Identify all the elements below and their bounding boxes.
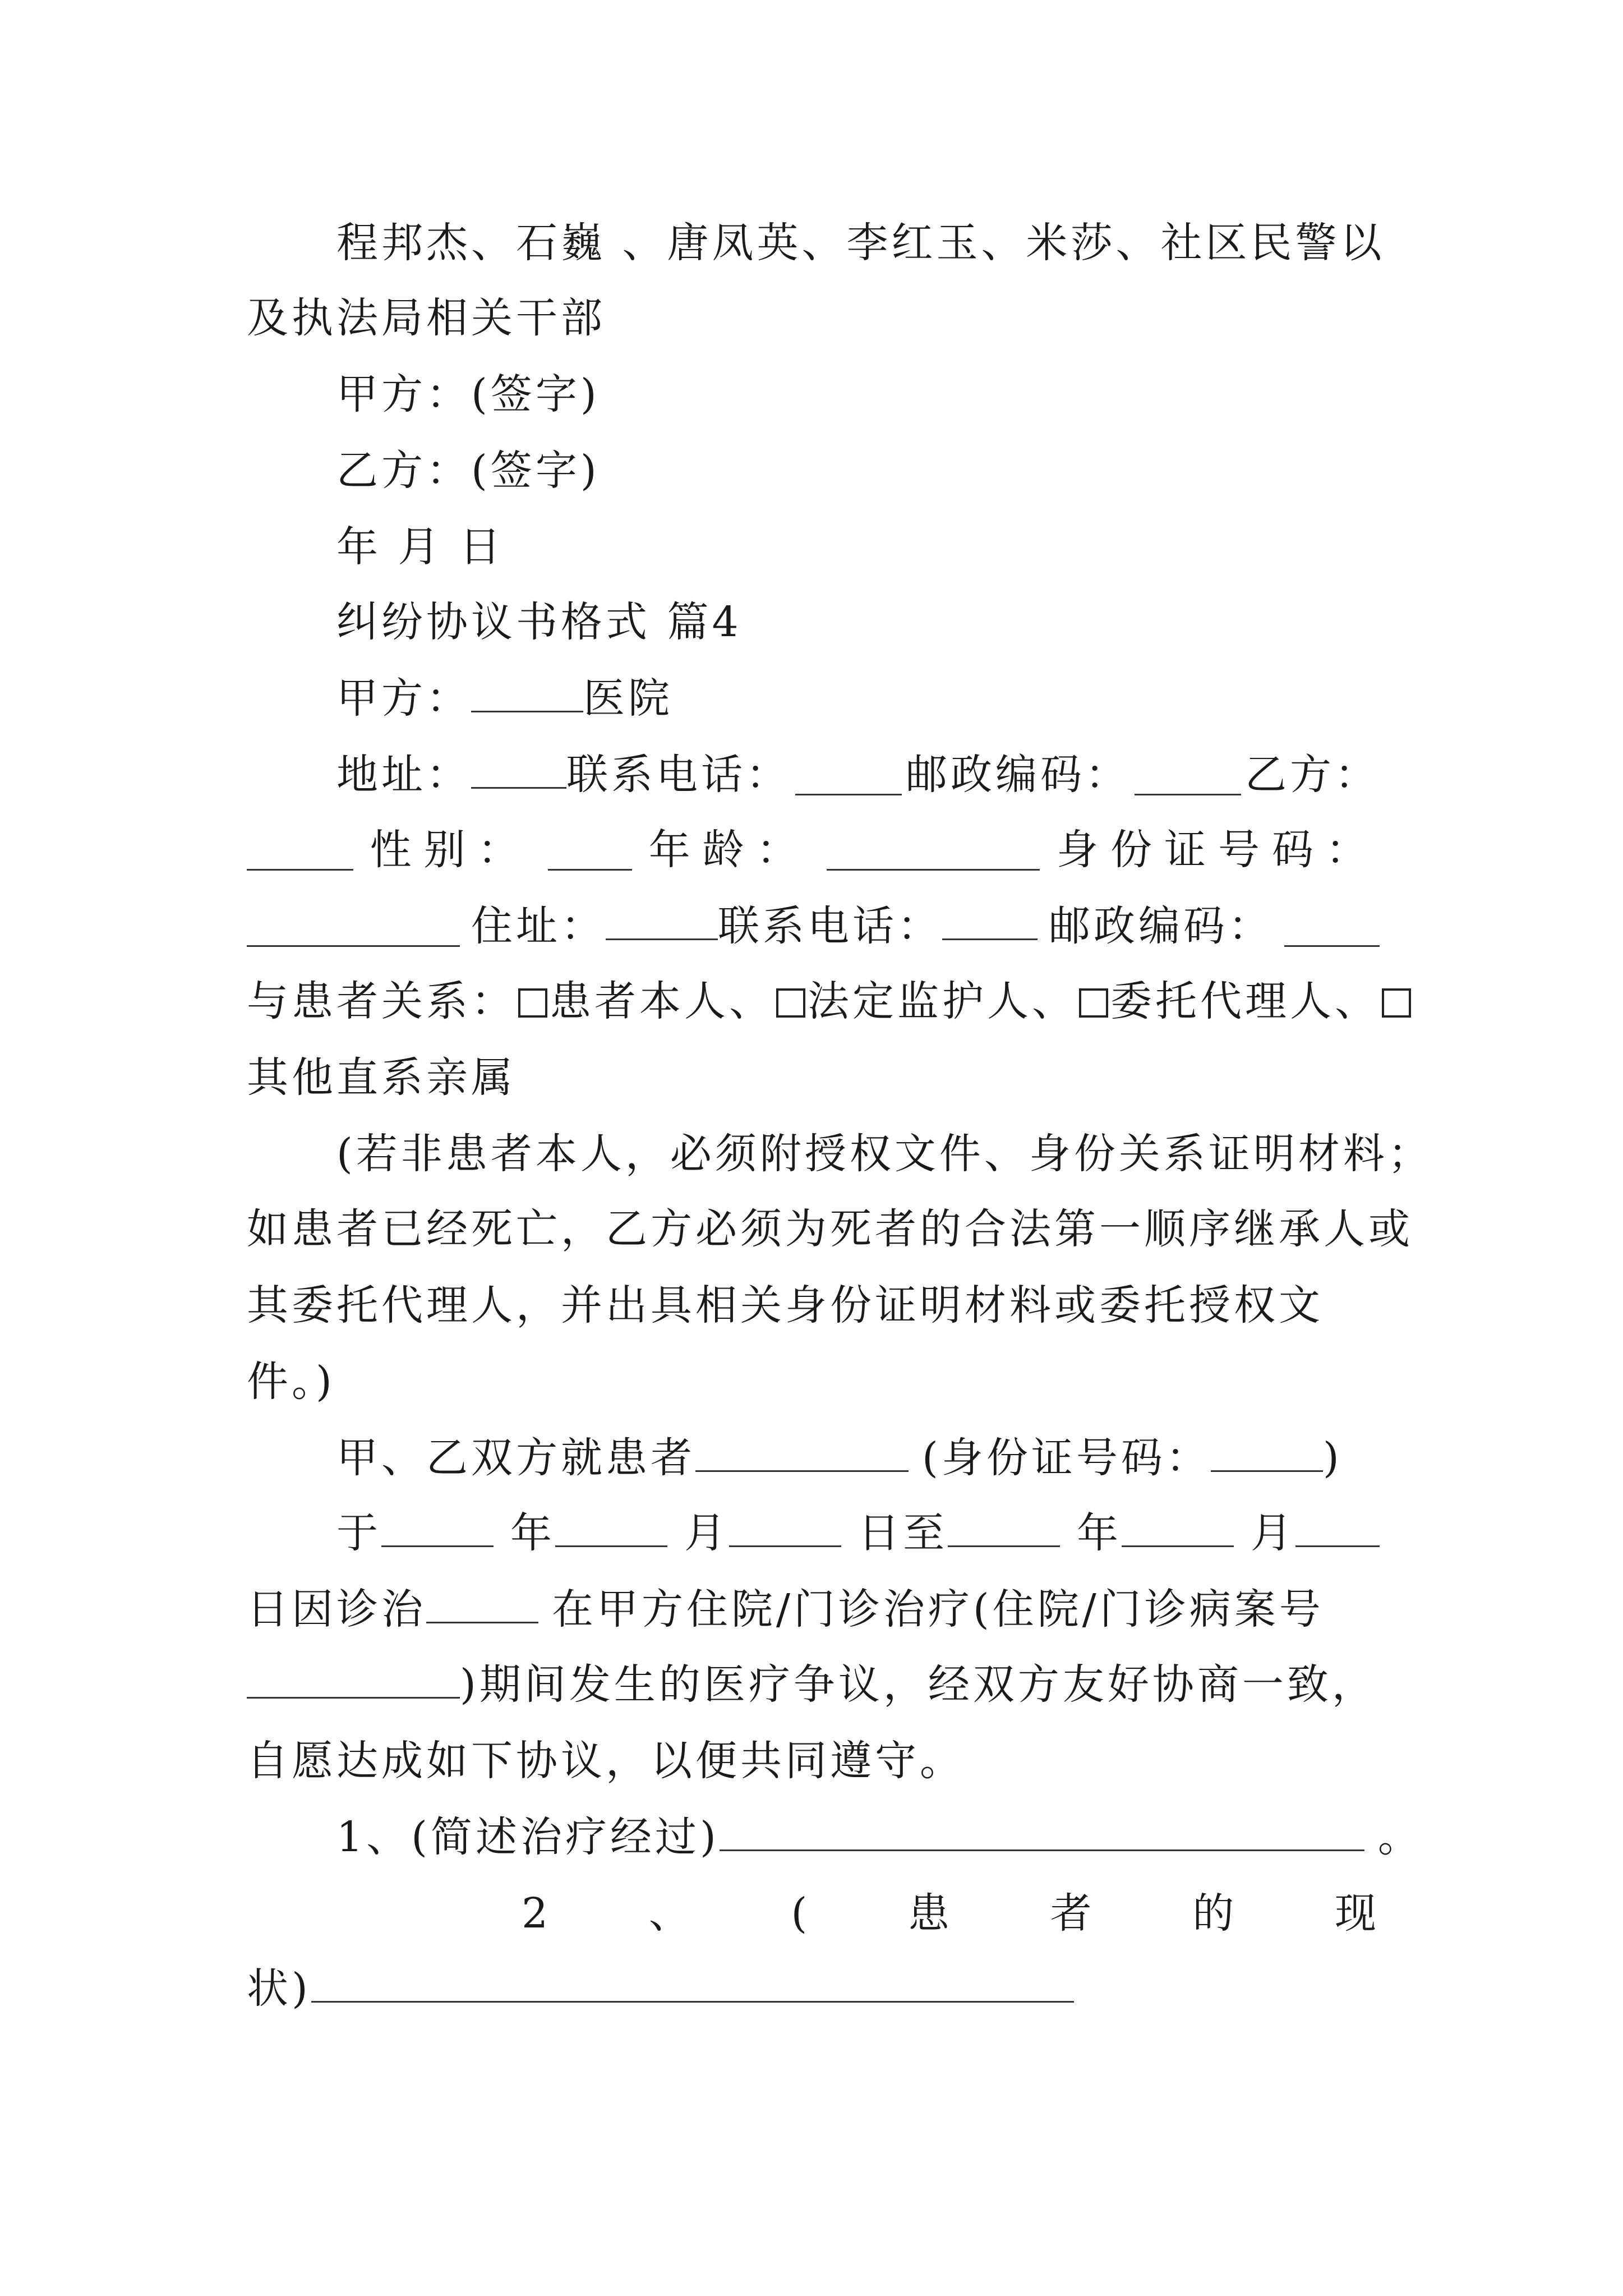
from-month-field — [510, 1502, 667, 1564]
hospital-name-blank[interactable] — [471, 671, 583, 712]
patient-id-blank[interactable] — [1211, 1431, 1323, 1472]
party-a-signature: 甲方：(签字) — [336, 370, 600, 418]
gender-label: 性别： — [370, 826, 532, 874]
party-b-label: 乙方： — [1245, 751, 1380, 799]
month-label-1: 月 — [684, 1509, 729, 1557]
yu-label: 于 — [336, 1509, 381, 1557]
residence-label: 住址： — [471, 902, 606, 950]
patient-line — [336, 1427, 1380, 1489]
case-number-blank[interactable] — [247, 1658, 460, 1699]
address-field — [336, 744, 791, 806]
item-1-label: 1、(简述治疗经过) — [336, 1813, 720, 1861]
diagnosis-line — [247, 1579, 1380, 1640]
phone-label-2: 联系电话： — [718, 902, 942, 950]
checkbox-patient-self[interactable] — [518, 988, 547, 1018]
to-month-field — [1077, 1502, 1234, 1564]
diagnosis-blank[interactable] — [426, 1582, 538, 1623]
case-number-line — [247, 1654, 1380, 1715]
id-number-label: 身份证号码： — [1056, 826, 1380, 874]
postcode-blank[interactable] — [1135, 754, 1241, 795]
treatment-text: 在甲方住院/门诊治疗(住院/门诊病案号 — [552, 1585, 1324, 1634]
party-b-name-blank[interactable] — [247, 830, 353, 871]
to-month-blank[interactable] — [1122, 1506, 1234, 1547]
residence-blank[interactable] — [606, 899, 718, 940]
option-other-relative: 其他直系亲属 — [247, 1053, 516, 1102]
relation-line — [247, 970, 1380, 1032]
patient-name-blank[interactable] — [695, 1431, 909, 1472]
option-legal-guardian: 法定监护人、 — [808, 977, 1077, 1025]
party-b-signature: 乙方：(签字) — [336, 447, 600, 495]
dispute-text: )期间发生的医疗争议，经双方友好协商一致， — [460, 1660, 1377, 1709]
address-blank[interactable] — [471, 748, 566, 789]
from-day-field — [684, 1502, 841, 1564]
year-label-2: 年 — [1077, 1509, 1122, 1557]
item-2-separator: 、 — [648, 1889, 694, 1938]
to-year-field — [858, 1502, 1060, 1564]
patient-id-close: ) — [1322, 1434, 1343, 1482]
residence-line — [247, 895, 1380, 957]
patient-status-blank[interactable] — [311, 1962, 1074, 2003]
item-1-line — [336, 1806, 1423, 1868]
note-line-1: (若非患者本人，必须附授权文件、身份关系证明材料； — [336, 1130, 1433, 1178]
item-2-word-3: 的 — [1192, 1889, 1238, 1938]
phone-label: 联系电话： — [566, 751, 791, 799]
to-year-blank[interactable] — [948, 1506, 1060, 1547]
item-1-end: 。 — [1377, 1813, 1423, 1861]
postcode-label-2: 邮政编码： — [1049, 902, 1273, 950]
attendee-line-1: 程邦杰、石巍 、唐凤英、李红玉、米莎、社区民警以 — [336, 219, 1385, 267]
party-b-info-line — [247, 819, 1380, 881]
to-day-blank[interactable] — [1295, 1506, 1380, 1547]
year-label-1: 年 — [510, 1509, 555, 1557]
section-title: 纠纷协议书格式 篇4 — [336, 598, 742, 646]
item-2-number: 2 — [522, 1889, 552, 1938]
date-range-line — [336, 1502, 1380, 1564]
patient-label: 甲、乙双方就患者 — [336, 1434, 695, 1482]
note-line-4: 件。) — [247, 1358, 335, 1406]
address-line — [336, 744, 1380, 806]
age-label: 年龄： — [648, 826, 810, 874]
party-a-line — [336, 668, 1380, 729]
agreement-line: 自愿达成如下协议，以便共同遵守。 — [247, 1737, 965, 1785]
checkbox-other-relative[interactable] — [1382, 988, 1411, 1018]
postcode-label: 邮政编码： — [906, 751, 1130, 799]
phone-blank[interactable] — [795, 754, 902, 795]
item-2-line — [522, 1883, 1380, 1944]
treatment-summary-blank[interactable] — [720, 1810, 1364, 1851]
month-label-2: 月 — [1251, 1509, 1295, 1557]
from-day-blank[interactable] — [729, 1506, 841, 1547]
relation-label: 与患者关系： — [247, 977, 516, 1025]
item-2-continued — [247, 1958, 1380, 2019]
option-agent: 委托代理人、 — [1110, 977, 1380, 1025]
item-2-status-label: 状) — [247, 1964, 311, 2013]
item-2-word-4: 现 — [1335, 1889, 1380, 1938]
item-2-paren: ( — [791, 1889, 811, 1938]
note-line-3: 其委托代理人，并出具相关身份证明材料或委托授权文 — [247, 1281, 1324, 1329]
date-line: 年 月 日 — [336, 523, 505, 571]
checkbox-agent[interactable] — [1079, 988, 1108, 1018]
attendee-line-2: 及执法局相关干部 — [247, 294, 606, 342]
checkbox-legal-guardian[interactable] — [776, 988, 805, 1018]
postcode-blank-2[interactable] — [1284, 906, 1380, 947]
id-number-blank[interactable] — [247, 906, 460, 947]
residence-field — [471, 895, 1038, 957]
from-month-blank[interactable] — [555, 1506, 667, 1547]
from-field — [336, 1502, 494, 1564]
note-line-2: 如患者已经死亡，乙方必须为死者的合法第一顺序继承人或 — [247, 1205, 1413, 1253]
patient-id-label: (身份证号码： — [922, 1434, 1211, 1482]
gender-blank[interactable] — [548, 830, 632, 871]
age-blank[interactable] — [827, 830, 1040, 871]
from-year-blank[interactable] — [381, 1506, 494, 1547]
diagnosis-label: 日因诊治 — [247, 1585, 426, 1634]
party-a-label: 甲方： — [336, 674, 471, 723]
address-label: 地址： — [336, 751, 471, 799]
item-2-word-1: 患 — [907, 1889, 953, 1938]
party-a-suffix: 医院 — [583, 674, 673, 723]
to-day-field — [1251, 1502, 1380, 1564]
option-patient-self: 患者本人、 — [550, 977, 774, 1025]
phone-blank-2[interactable] — [942, 899, 1038, 940]
item-2-word-2: 者 — [1050, 1889, 1095, 1938]
day-to-label: 日至 — [858, 1509, 948, 1557]
